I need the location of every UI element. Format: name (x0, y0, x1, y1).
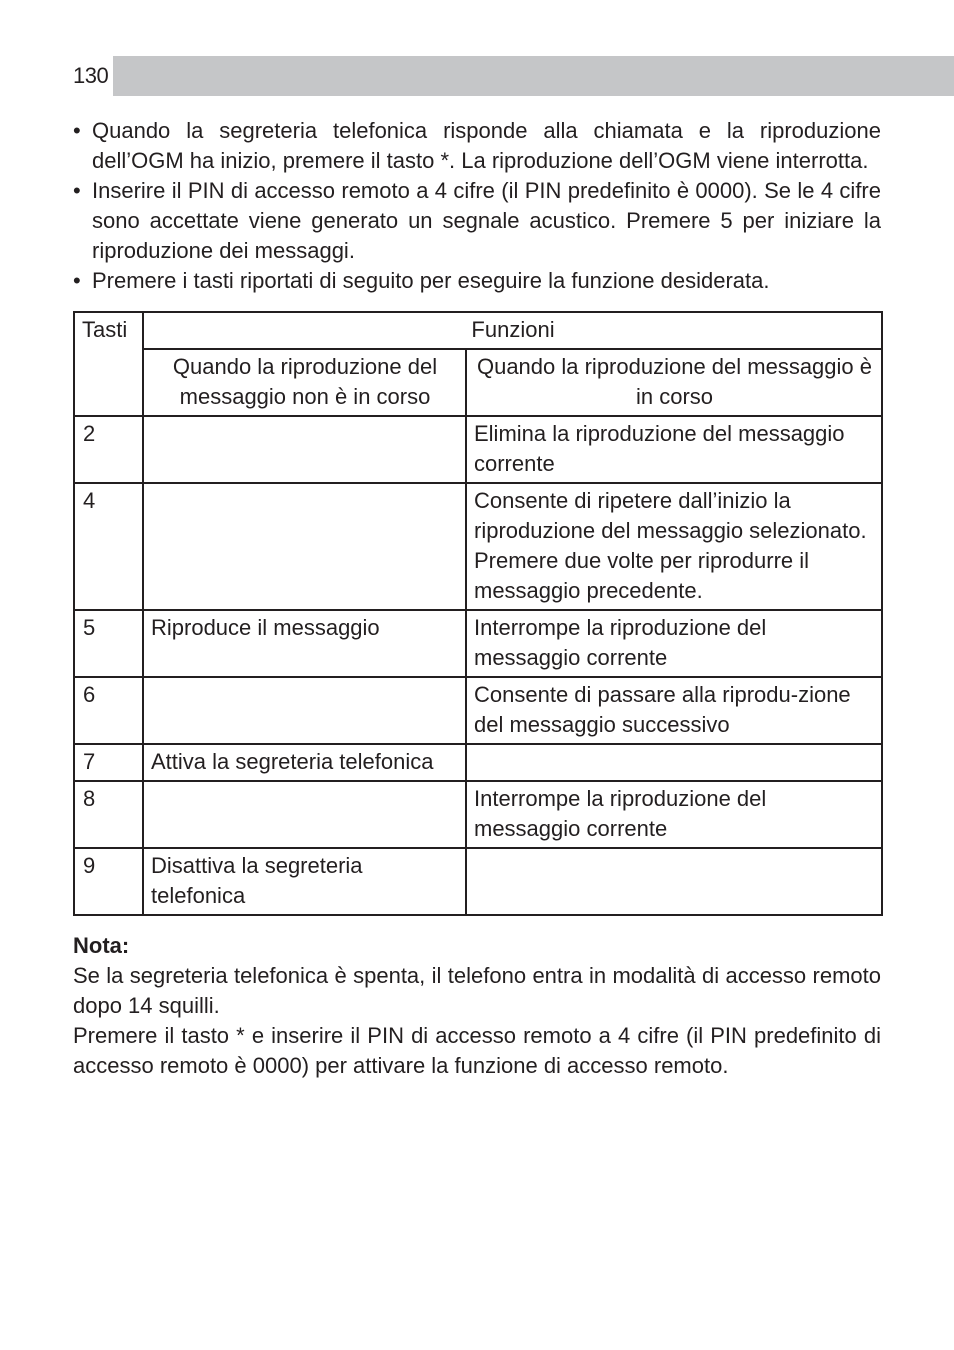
playing-cell: Elimina la riproduzione del messaggio corrente (466, 416, 882, 483)
playing-cell (466, 848, 882, 915)
table-row (74, 848, 882, 915)
key-cell: 6 (74, 677, 143, 744)
table-row (74, 416, 882, 483)
list-item (73, 266, 881, 296)
not-playing-cell (143, 677, 466, 744)
not-playing-cell: Disattiva la segreteria telefonica (143, 848, 466, 915)
key-cell: 4 (74, 483, 143, 610)
list-item-text: Inserire il PIN di accesso remoto a 4 cifre (il PIN predefinito è 0000). Se le 4 cifre sono accettate viene generato un segnale acustico. Premere 5 per iniziare la riproduzione dei messaggi. (92, 178, 881, 263)
bullet-icon: • (73, 178, 81, 203)
key-cell: 9 (74, 848, 143, 915)
list-item (73, 176, 881, 266)
key-cell: 7 (74, 744, 143, 781)
subheader-playing: Quando la riproduzione del messaggio è in corso (466, 349, 882, 416)
playing-cell: Interrompe la riproduzione del messaggio corrente (466, 781, 882, 848)
bullet-icon: • (73, 118, 81, 143)
key-cell: 5 (74, 610, 143, 677)
note-paragraph: Premere il tasto * e inserire il PIN di accesso remoto a 4 cifre (il PIN predefinito di accesso remoto è 0000) per attivare la funzione di accesso remoto. (73, 1023, 881, 1078)
playing-cell: Interrompe la riproduzione del messaggio corrente (466, 610, 882, 677)
table-header-row (74, 312, 882, 349)
note-paragraph: Se la segreteria telefonica è spenta, il telefono entra in modalità di accesso remoto dopo 14 squilli. (73, 963, 881, 1018)
playing-cell: Consente di ripetere dall’inizio la riproduzione del messaggio selezionato. Premere due volte per riprodurre il messaggio precedente. (466, 483, 882, 610)
key-cell: 8 (74, 781, 143, 848)
page-header-bar (73, 56, 954, 96)
key-functions-table (73, 311, 883, 916)
key-cell: 2 (74, 416, 143, 483)
page-content (73, 116, 881, 1081)
header-functions: Funzioni (143, 312, 882, 349)
bullet-icon: • (73, 268, 81, 293)
list-item-text: Premere i tasti riportati di seguito per eseguire la funzione desiderata. (92, 268, 770, 293)
page-number: 130 (73, 56, 113, 96)
header-keys: Tasti (74, 312, 143, 416)
not-playing-cell (143, 416, 466, 483)
not-playing-cell (143, 781, 466, 848)
table-row (74, 483, 882, 610)
not-playing-cell (143, 483, 466, 610)
not-playing-cell: Riproduce il messaggio (143, 610, 466, 677)
playing-cell (466, 744, 882, 781)
table-row (74, 677, 882, 744)
list-item (73, 116, 881, 176)
instruction-list (73, 116, 881, 296)
list-item-text: Quando la segreteria telefonica risponde alla chiamata e la riproduzione dell’OGM ha inizio, premere il tasto *. La riproduzione dell’OGM viene interrotta. (92, 118, 881, 173)
note-title: Nota: (73, 933, 130, 958)
not-playing-cell: Attiva la segreteria telefonica (143, 744, 466, 781)
table-row (74, 781, 882, 848)
subheader-not-playing: Quando la riproduzione del messaggio non è in corso (143, 349, 466, 416)
table-subheader-row (74, 349, 882, 416)
note-section (73, 931, 881, 1081)
table-row (74, 610, 882, 677)
table-row (74, 744, 882, 781)
playing-cell: Consente di passare alla riprodu-zione del messaggio successivo (466, 677, 882, 744)
